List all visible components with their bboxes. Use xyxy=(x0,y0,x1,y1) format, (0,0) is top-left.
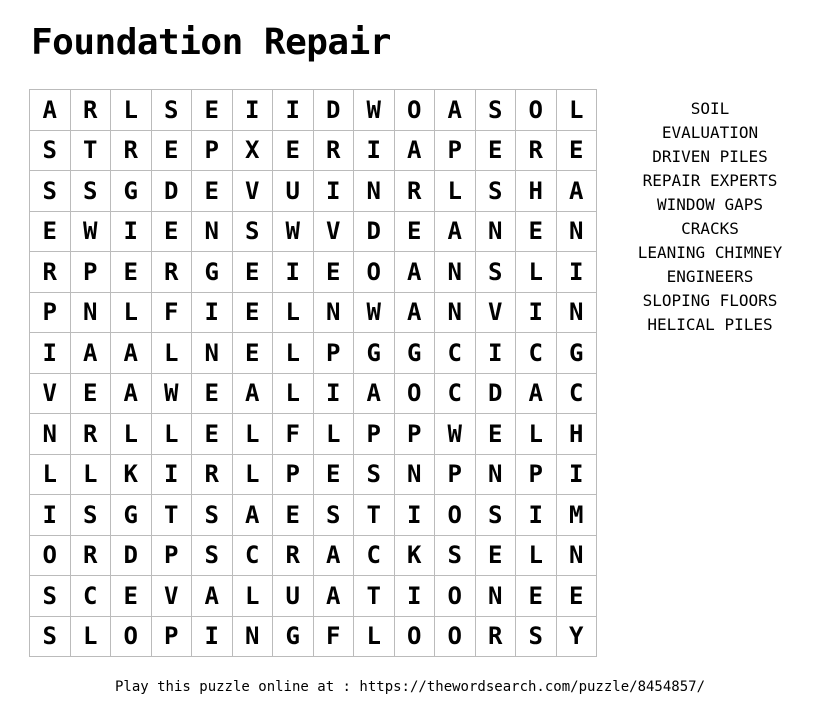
letter-grid xyxy=(29,89,597,657)
grid-cell-r11-c5[interactable]: C xyxy=(233,536,274,577)
grid-cell-r1-c11[interactable]: E xyxy=(476,131,517,172)
grid-cell-r4-c12[interactable]: L xyxy=(516,252,557,293)
grid-cell-r10-c12[interactable]: I xyxy=(516,495,557,536)
grid-cell-r9-c3[interactable]: I xyxy=(152,455,193,496)
grid-cell-r12-c13[interactable]: E xyxy=(557,576,598,617)
grid-cell-r7-c7[interactable]: I xyxy=(314,374,355,415)
grid-cell-r3-c7[interactable]: V xyxy=(314,212,355,253)
grid-cell-r5-c12[interactable]: I xyxy=(516,293,557,334)
grid-cell-r5-c7[interactable]: N xyxy=(314,293,355,334)
grid-cell-r8-c13[interactable]: H xyxy=(557,414,598,455)
grid-cell-r0-c2[interactable]: L xyxy=(111,90,152,131)
grid-cell-r6-c8[interactable]: G xyxy=(354,333,395,374)
grid-cell-r7-c9[interactable]: O xyxy=(395,374,436,415)
grid-cell-r12-c7[interactable]: A xyxy=(314,576,355,617)
grid-cell-r7-c0[interactable]: V xyxy=(30,374,71,415)
grid-cell-r7-c5[interactable]: A xyxy=(233,374,274,415)
grid-cell-r1-c0[interactable]: S xyxy=(30,131,71,172)
grid-cell-r2-c10[interactable]: L xyxy=(435,171,476,212)
grid-cell-r12-c2[interactable]: E xyxy=(111,576,152,617)
grid-cell-r10-c11[interactable]: S xyxy=(476,495,517,536)
grid-cell-r1-c5[interactable]: X xyxy=(233,131,274,172)
grid-cell-r1-c4[interactable]: P xyxy=(192,131,233,172)
grid-cell-r3-c4[interactable]: N xyxy=(192,212,233,253)
grid-cell-r9-c8[interactable]: S xyxy=(354,455,395,496)
grid-cell-r6-c2[interactable]: A xyxy=(111,333,152,374)
word-list-item: LEANING CHIMNEY xyxy=(637,243,783,262)
grid-cell-r1-c7[interactable]: R xyxy=(314,131,355,172)
grid-cell-r11-c13[interactable]: N xyxy=(557,536,598,577)
grid-cell-r7-c12[interactable]: A xyxy=(516,374,557,415)
grid-cell-r0-c8[interactable]: W xyxy=(354,90,395,131)
grid-cell-r6-c9[interactable]: G xyxy=(395,333,436,374)
grid-cell-r12-c9[interactable]: I xyxy=(395,576,436,617)
grid-cell-r6-c1[interactable]: A xyxy=(71,333,112,374)
word-list xyxy=(620,97,800,337)
grid-cell-r0-c7[interactable]: D xyxy=(314,90,355,131)
grid-cell-r12-c5[interactable]: L xyxy=(233,576,274,617)
grid-cell-r11-c10[interactable]: S xyxy=(435,536,476,577)
grid-cell-r6-c0[interactable]: I xyxy=(30,333,71,374)
grid-cell-r1-c6[interactable]: E xyxy=(273,131,314,172)
grid-cell-r4-c9[interactable]: A xyxy=(395,252,436,293)
grid-cell-r5-c2[interactable]: L xyxy=(111,293,152,334)
grid-cell-r4-c5[interactable]: E xyxy=(233,252,274,293)
grid-cell-r0-c6[interactable]: I xyxy=(273,90,314,131)
grid-cell-r0-c11[interactable]: S xyxy=(476,90,517,131)
grid-cell-r2-c12[interactable]: H xyxy=(516,171,557,212)
grid-cell-r10-c9[interactable]: I xyxy=(395,495,436,536)
grid-cell-r9-c0[interactable]: L xyxy=(30,455,71,496)
grid-cell-r6-c7[interactable]: P xyxy=(314,333,355,374)
grid-cell-r6-c4[interactable]: N xyxy=(192,333,233,374)
grid-cell-r6-c5[interactable]: E xyxy=(233,333,274,374)
word-list-item: CRACKS xyxy=(681,219,739,238)
grid-cell-r10-c7[interactable]: S xyxy=(314,495,355,536)
grid-cell-r2-c9[interactable]: R xyxy=(395,171,436,212)
grid-cell-r0-c1[interactable]: R xyxy=(71,90,112,131)
grid-cell-r3-c12[interactable]: E xyxy=(516,212,557,253)
grid-cell-r8-c11[interactable]: E xyxy=(476,414,517,455)
word-list-item: SOIL xyxy=(690,99,730,118)
grid-cell-r9-c7[interactable]: E xyxy=(314,455,355,496)
grid-cell-r3-c11[interactable]: N xyxy=(476,212,517,253)
grid-cell-r6-c10[interactable]: C xyxy=(435,333,476,374)
grid-cell-r0-c0[interactable]: A xyxy=(30,90,71,131)
grid-cell-r3-c3[interactable]: E xyxy=(152,212,193,253)
grid-cell-r8-c0[interactable]: N xyxy=(30,414,71,455)
grid-cell-r8-c7[interactable]: L xyxy=(314,414,355,455)
grid-cell-r12-c1[interactable]: C xyxy=(71,576,112,617)
grid-cell-r5-c10[interactable]: N xyxy=(435,293,476,334)
grid-cell-r4-c3[interactable]: R xyxy=(152,252,193,293)
grid-cell-r11-c9[interactable]: K xyxy=(395,536,436,577)
grid-cell-r2-c5[interactable]: V xyxy=(233,171,274,212)
grid-cell-r6-c3[interactable]: L xyxy=(152,333,193,374)
grid-cell-r10-c13[interactable]: M xyxy=(557,495,598,536)
word-list-item: ENGINEERS xyxy=(666,267,754,286)
grid-cell-r5-c0[interactable]: P xyxy=(30,293,71,334)
grid-cell-r9-c4[interactable]: R xyxy=(192,455,233,496)
grid-cell-r13-c8[interactable]: L xyxy=(354,617,395,658)
grid-cell-r3-c6[interactable]: W xyxy=(273,212,314,253)
grid-cell-r9-c13[interactable]: I xyxy=(557,455,598,496)
grid-cell-r13-c4[interactable]: I xyxy=(192,617,233,658)
grid-cell-r4-c13[interactable]: I xyxy=(557,252,598,293)
grid-cell-r9-c2[interactable]: K xyxy=(111,455,152,496)
grid-cell-r11-c6[interactable]: R xyxy=(273,536,314,577)
grid-cell-r8-c5[interactable]: L xyxy=(233,414,274,455)
grid-cell-r11-c12[interactable]: L xyxy=(516,536,557,577)
grid-cell-r5-c13[interactable]: N xyxy=(557,293,598,334)
grid-cell-r5-c5[interactable]: E xyxy=(233,293,274,334)
grid-cell-r7-c11[interactable]: D xyxy=(476,374,517,415)
grid-cell-r2-c1[interactable]: S xyxy=(71,171,112,212)
grid-cell-r7-c13[interactable]: C xyxy=(557,374,598,415)
grid-cell-r3-c1[interactable]: W xyxy=(71,212,112,253)
grid-cell-r9-c11[interactable]: N xyxy=(476,455,517,496)
grid-cell-r8-c8[interactable]: P xyxy=(354,414,395,455)
grid-cell-r4-c2[interactable]: E xyxy=(111,252,152,293)
grid-cell-r11-c2[interactable]: D xyxy=(111,536,152,577)
grid-cell-r5-c3[interactable]: F xyxy=(152,293,193,334)
grid-cell-r0-c13[interactable]: L xyxy=(557,90,598,131)
grid-cell-r13-c12[interactable]: S xyxy=(516,617,557,658)
grid-cell-r11-c11[interactable]: E xyxy=(476,536,517,577)
grid-cell-r10-c2[interactable]: G xyxy=(111,495,152,536)
grid-cell-r9-c10[interactable]: P xyxy=(435,455,476,496)
grid-cell-r1-c2[interactable]: R xyxy=(111,131,152,172)
grid-cell-r8-c3[interactable]: L xyxy=(152,414,193,455)
grid-cell-r7-c3[interactable]: W xyxy=(152,374,193,415)
grid-cell-r4-c4[interactable]: G xyxy=(192,252,233,293)
grid-cell-r13-c2[interactable]: O xyxy=(111,617,152,658)
grid-cell-r3-c2[interactable]: I xyxy=(111,212,152,253)
grid-cell-r5-c1[interactable]: N xyxy=(71,293,112,334)
grid-cell-r2-c8[interactable]: N xyxy=(354,171,395,212)
grid-cell-r1-c1[interactable]: T xyxy=(71,131,112,172)
grid-cell-r0-c10[interactable]: A xyxy=(435,90,476,131)
grid-cell-r1-c12[interactable]: R xyxy=(516,131,557,172)
grid-cell-r4-c8[interactable]: O xyxy=(354,252,395,293)
grid-cell-r1-c10[interactable]: P xyxy=(435,131,476,172)
grid-cell-r0-c12[interactable]: O xyxy=(516,90,557,131)
grid-cell-r8-c2[interactable]: L xyxy=(111,414,152,455)
grid-cell-r0-c5[interactable]: I xyxy=(233,90,274,131)
grid-cell-r1-c8[interactable]: I xyxy=(354,131,395,172)
grid-cell-r1-c13[interactable]: E xyxy=(557,131,598,172)
grid-cell-r9-c1[interactable]: L xyxy=(71,455,112,496)
grid-cell-r3-c8[interactable]: D xyxy=(354,212,395,253)
grid-cell-r12-c3[interactable]: V xyxy=(152,576,193,617)
grid-cell-r12-c8[interactable]: T xyxy=(354,576,395,617)
grid-cell-r2-c2[interactable]: G xyxy=(111,171,152,212)
grid-cell-r12-c12[interactable]: E xyxy=(516,576,557,617)
grid-cell-r0-c4[interactable]: E xyxy=(192,90,233,131)
grid-cell-r12-c10[interactable]: O xyxy=(435,576,476,617)
grid-cell-r2-c4[interactable]: E xyxy=(192,171,233,212)
grid-cell-r3-c9[interactable]: E xyxy=(395,212,436,253)
grid-cell-r8-c10[interactable]: W xyxy=(435,414,476,455)
grid-cell-r13-c6[interactable]: G xyxy=(273,617,314,658)
grid-cell-r10-c4[interactable]: S xyxy=(192,495,233,536)
grid-cell-r4-c11[interactable]: S xyxy=(476,252,517,293)
grid-cell-r7-c2[interactable]: A xyxy=(111,374,152,415)
grid-cell-r13-c0[interactable]: S xyxy=(30,617,71,658)
grid-cell-r2-c11[interactable]: S xyxy=(476,171,517,212)
grid-cell-r9-c12[interactable]: P xyxy=(516,455,557,496)
grid-cell-r7-c1[interactable]: E xyxy=(71,374,112,415)
grid-cell-r10-c8[interactable]: T xyxy=(354,495,395,536)
word-list-item: DRIVEN PILES xyxy=(652,147,768,166)
grid-cell-r11-c3[interactable]: P xyxy=(152,536,193,577)
grid-cell-r12-c6[interactable]: U xyxy=(273,576,314,617)
grid-cell-r11-c0[interactable]: O xyxy=(30,536,71,577)
grid-cell-r0-c9[interactable]: O xyxy=(395,90,436,131)
grid-cell-r6-c11[interactable]: I xyxy=(476,333,517,374)
grid-cell-r5-c8[interactable]: W xyxy=(354,293,395,334)
grid-cell-r11-c7[interactable]: A xyxy=(314,536,355,577)
grid-cell-r12-c4[interactable]: A xyxy=(192,576,233,617)
grid-cell-r13-c5[interactable]: N xyxy=(233,617,274,658)
grid-cell-r1-c3[interactable]: E xyxy=(152,131,193,172)
grid-cell-r2-c6[interactable]: U xyxy=(273,171,314,212)
grid-cell-r7-c6[interactable]: L xyxy=(273,374,314,415)
word-list-item: EVALUATION xyxy=(661,123,759,142)
grid-cell-r8-c6[interactable]: F xyxy=(273,414,314,455)
grid-cell-r9-c6[interactable]: P xyxy=(273,455,314,496)
footer-link-text: Play this puzzle online at : https://thewordsearch.com/puzzle/8454857/ xyxy=(114,679,705,695)
grid-cell-r4-c0[interactable]: R xyxy=(30,252,71,293)
grid-cell-r10-c5[interactable]: A xyxy=(233,495,274,536)
grid-cell-r7-c4[interactable]: E xyxy=(192,374,233,415)
grid-cell-r13-c11[interactable]: R xyxy=(476,617,517,658)
grid-cell-r2-c3[interactable]: D xyxy=(152,171,193,212)
grid-cell-r13-c3[interactable]: P xyxy=(152,617,193,658)
grid-cell-r4-c7[interactable]: E xyxy=(314,252,355,293)
puzzle-title: Foundation Repair xyxy=(31,22,391,63)
grid-cell-r11-c1[interactable]: R xyxy=(71,536,112,577)
grid-cell-r2-c13[interactable]: A xyxy=(557,171,598,212)
grid-cell-r8-c4[interactable]: E xyxy=(192,414,233,455)
grid-cell-r5-c9[interactable]: A xyxy=(395,293,436,334)
grid-cell-r13-c1[interactable]: L xyxy=(71,617,112,658)
grid-cell-r3-c5[interactable]: S xyxy=(233,212,274,253)
grid-cell-r3-c0[interactable]: E xyxy=(30,212,71,253)
grid-cell-r12-c11[interactable]: N xyxy=(476,576,517,617)
grid-cell-r13-c10[interactable]: O xyxy=(435,617,476,658)
grid-cell-r0-c3[interactable]: S xyxy=(152,90,193,131)
grid-cell-r10-c3[interactable]: T xyxy=(152,495,193,536)
grid-cell-r13-c9[interactable]: O xyxy=(395,617,436,658)
word-list-item: HELICAL PILES xyxy=(647,315,773,334)
grid-cell-r10-c6[interactable]: E xyxy=(273,495,314,536)
grid-cell-r13-c7[interactable]: F xyxy=(314,617,355,658)
grid-cell-r3-c13[interactable]: N xyxy=(557,212,598,253)
grid-cell-r12-c0[interactable]: S xyxy=(30,576,71,617)
grid-cell-r8-c9[interactable]: P xyxy=(395,414,436,455)
grid-cell-r5-c6[interactable]: L xyxy=(273,293,314,334)
grid-cell-r1-c9[interactable]: A xyxy=(395,131,436,172)
grid-cell-r2-c0[interactable]: S xyxy=(30,171,71,212)
grid-cell-r5-c11[interactable]: V xyxy=(476,293,517,334)
grid-cell-r6-c13[interactable]: G xyxy=(557,333,598,374)
grid-cell-r10-c0[interactable]: I xyxy=(30,495,71,536)
grid-cell-r4-c6[interactable]: I xyxy=(273,252,314,293)
grid-cell-r3-c10[interactable]: A xyxy=(435,212,476,253)
grid-cell-r10-c1[interactable]: S xyxy=(71,495,112,536)
grid-cell-r7-c10[interactable]: C xyxy=(435,374,476,415)
grid-cell-r13-c13[interactable]: Y xyxy=(557,617,598,658)
grid-cell-r10-c10[interactable]: O xyxy=(435,495,476,536)
word-list-item: REPAIR EXPERTS xyxy=(642,171,778,190)
word-list-item: WINDOW GAPS xyxy=(657,195,763,214)
grid-cell-r6-c12[interactable]: C xyxy=(516,333,557,374)
grid-cell-r4-c1[interactable]: P xyxy=(71,252,112,293)
grid-cell-r11-c4[interactable]: S xyxy=(192,536,233,577)
grid-cell-r9-c5[interactable]: L xyxy=(233,455,274,496)
grid-cell-r8-c1[interactable]: R xyxy=(71,414,112,455)
grid-cell-r5-c4[interactable]: I xyxy=(192,293,233,334)
grid-cell-r7-c8[interactable]: A xyxy=(354,374,395,415)
grid-cell-r2-c7[interactable]: I xyxy=(314,171,355,212)
grid-cell-r4-c10[interactable]: N xyxy=(435,252,476,293)
grid-cell-r8-c12[interactable]: L xyxy=(516,414,557,455)
word-list-item: SLOPING FLOORS xyxy=(642,291,778,310)
grid-cell-r6-c6[interactable]: L xyxy=(273,333,314,374)
grid-cell-r11-c8[interactable]: C xyxy=(354,536,395,577)
grid-cell-r9-c9[interactable]: N xyxy=(395,455,436,496)
